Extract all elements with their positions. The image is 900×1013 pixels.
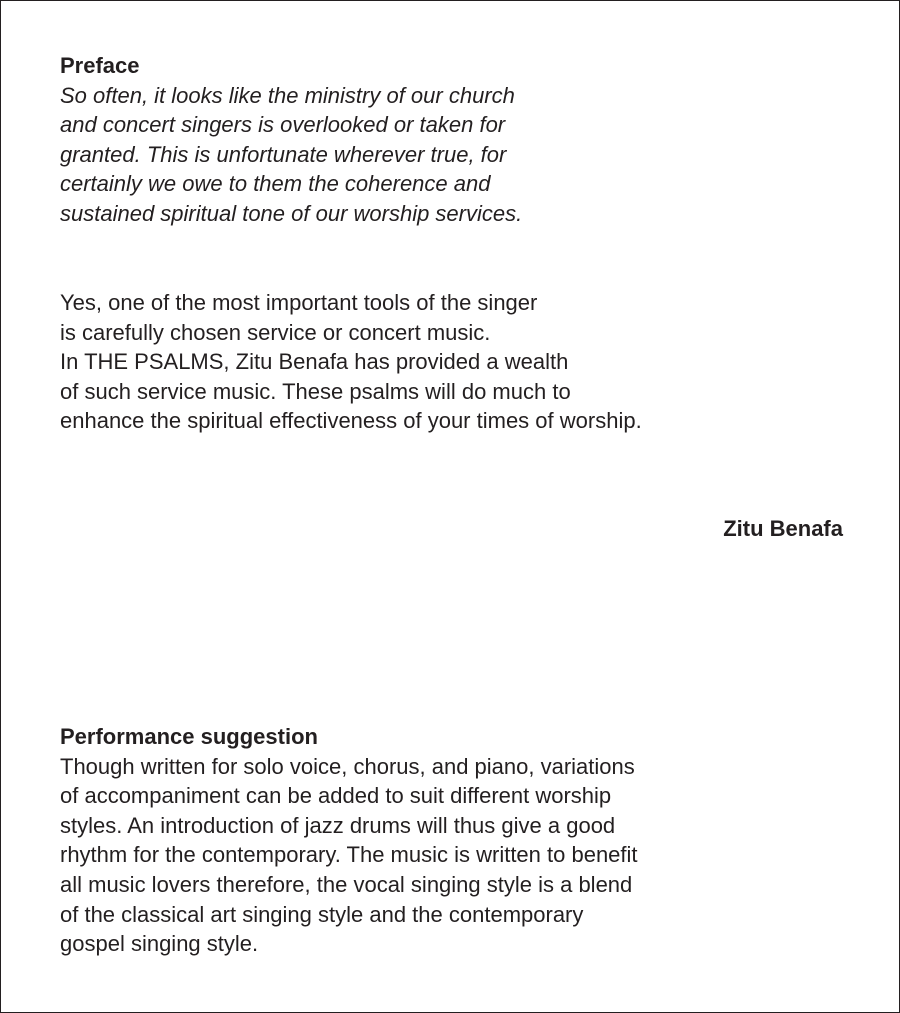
- preface-line: granted. This is unfortunate wherever true, for: [60, 141, 507, 167]
- paragraph-line: enhance the spiritual effectiveness of your times of worship.: [60, 408, 642, 434]
- performance-heading: Performance suggestion: [60, 724, 318, 749]
- author-signature: Zitu Benafa: [723, 516, 843, 541]
- preface-line: certainly we owe to them the coherence and: [60, 171, 491, 197]
- performance-line: gospel singing style.: [60, 931, 259, 957]
- preface-line: and concert singers is overlooked or taken for: [60, 112, 506, 138]
- performance-line: Though written for solo voice, chorus, and piano, variations: [60, 753, 635, 779]
- performance-line: of accompaniment can be added to suit different worship: [60, 783, 612, 809]
- preface-heading: Preface: [60, 53, 140, 78]
- performance-line: rhythm for the contemporary. The music is written to benefit: [60, 842, 638, 868]
- performance-section: [60, 722, 638, 959]
- second-paragraph: [60, 288, 642, 436]
- performance-line: styles. An introduction of jazz drums will thus give a good: [60, 812, 616, 838]
- preface-line: sustained spiritual tone of our worship services.: [60, 200, 523, 226]
- preface-section: [60, 51, 522, 229]
- paragraph-line: In THE PSALMS, Zitu Benafa has provided a wealth: [60, 349, 569, 375]
- preface-line: So often, it looks like the ministry of our church: [60, 82, 515, 108]
- paragraph-line: is carefully chosen service or concert music.: [60, 319, 491, 345]
- performance-line: of the classical art singing style and the contemporary: [60, 901, 584, 927]
- performance-line: all music lovers therefore, the vocal singing style is a blend: [60, 871, 633, 897]
- paragraph-line: Yes, one of the most important tools of the singer: [60, 290, 538, 315]
- paragraph-line: of such service music. These psalms will do much to: [60, 378, 571, 404]
